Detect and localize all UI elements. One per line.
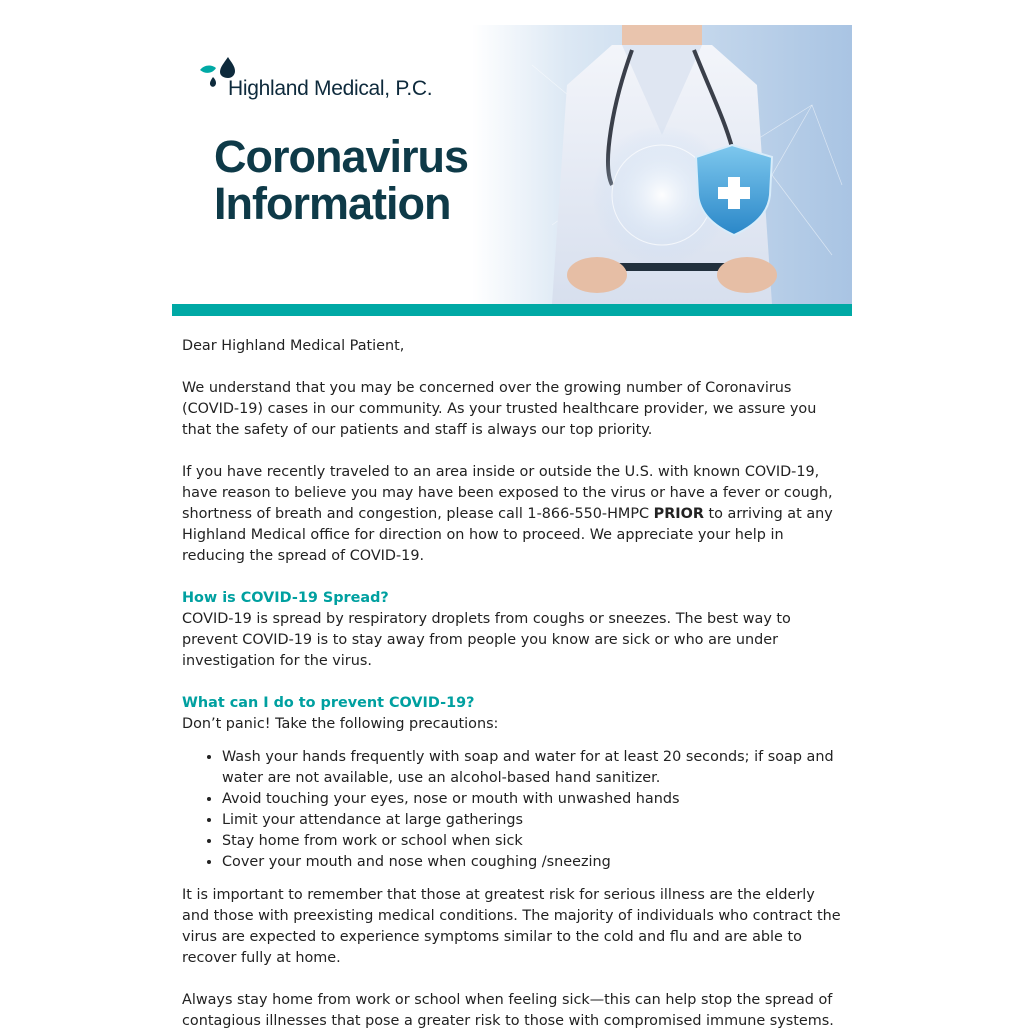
section-heading-prevent: What can I do to prevent COVID-19? (182, 695, 475, 711)
banner-accent-bar (172, 304, 852, 316)
list-item: • Cover your mouth and nose when coughing /sneezing (222, 852, 846, 873)
doctor-photo (472, 25, 852, 304)
list-item: • Limit your attendance at large gatherings (222, 810, 846, 831)
letter-body (182, 336, 846, 1032)
title-line-2: Information (214, 178, 451, 229)
spread-paragraph: COVID-19 is spread by respiratory droplets from coughs or sneezes. The best way to prevent COVID-19 is to stay away from people you know are sick or who are under investigation for the virus. (182, 611, 791, 669)
precautions-intro: Don’t panic! Take the following precautions: (182, 716, 499, 732)
travel-text-after: to arriving at any Highland Medical office for direction on how to proceed. We appreciate your help in reducing the spread of COVID-19. (182, 506, 833, 564)
title-line-1: Coronavirus (214, 131, 469, 182)
list-item: • Wash your hands frequently with soap and water for at least 20 seconds; if soap and water are not available, use an alcohol-based hand sanitizer. (222, 747, 846, 789)
page-title (214, 133, 468, 227)
highland-medical-logo (198, 55, 498, 105)
stay-home-paragraph: Always stay home from work or school when feeling sick—this can help stop the spread of contagious illnesses that pose a greater risk to those with compromised immune systems. (182, 992, 834, 1029)
section-heading-spread: How is COVID-19 Spread? (182, 590, 389, 606)
header-banner (172, 25, 852, 304)
risk-paragraph: It is important to remember that those at greatest risk for serious illness are the elderly and those with preexisting medical conditions. The majority of individuals who contract the virus are expected to experience symptoms similar to the cold and flu and are able to recover fully at home. (182, 887, 841, 966)
precautions-list (182, 747, 846, 873)
list-item: • Avoid touching your eyes, nose or mouth with unwashed hands (222, 789, 846, 810)
prior-emphasis: PRIOR (653, 506, 704, 522)
intro-paragraph: We understand that you may be concerned over the growing number of Coronavirus (COVID-19) cases in our community. As your trusted healthcare provider, we assure you that the safety of our patients and staff is always our top priority. (182, 380, 817, 438)
travel-text-before: If you have recently traveled to an area inside or outside the U.S. with known COVID-19, have reason to believe you may have been exposed to the virus or have a fever or cough, shortness of breath and congestion, please call 1-866-550-HMPC (182, 464, 833, 522)
travel-paragraph (182, 462, 846, 567)
greeting: Dear Highland Medical Patient, (182, 338, 405, 354)
list-item: • Stay home from work or school when sick (222, 831, 846, 852)
brand-name: Highland Medical, P.C. (228, 77, 433, 100)
